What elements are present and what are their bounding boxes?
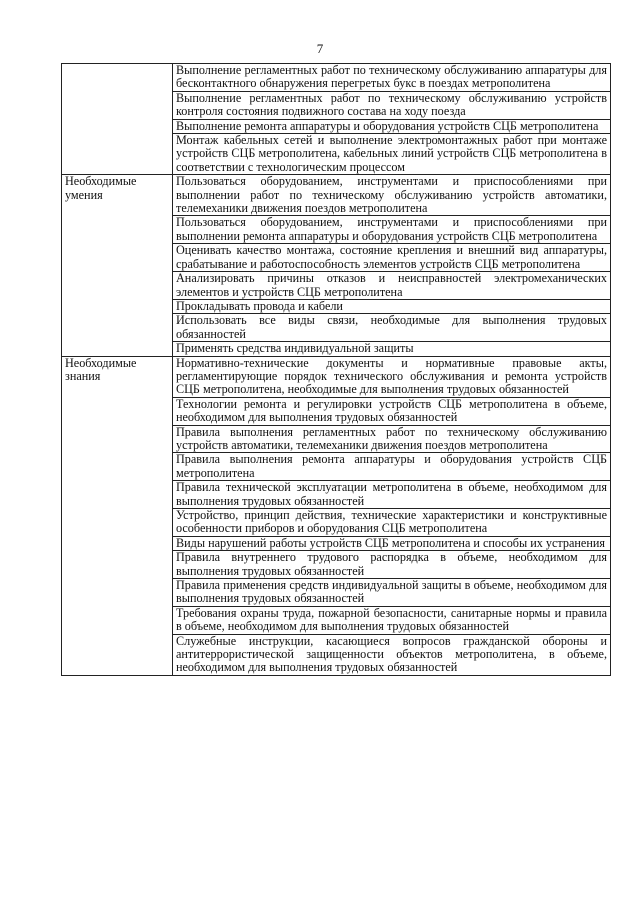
table-cell: Правила выполнения ремонта аппаратуры и оборудования устройств СЦБ метрополитена: [173, 453, 611, 481]
table-cell: Применять средства индивидуальной защиты: [173, 342, 611, 356]
table-cell: Использовать все виды связи, необходимые для выполнения трудовых обязанностей: [173, 314, 611, 342]
table-cell: Выполнение регламентных работ по техническому обслуживанию устройств контроля состояния подвижного состава на ходу поезда: [173, 91, 611, 119]
table-row: [62, 175, 611, 216]
requirements-table: [61, 63, 611, 676]
table-cell: Технологии ремонта и регулировки устройств СЦБ метрополитена в объеме, необходимом для выполнения трудовых обязанностей: [173, 397, 611, 425]
table-cell: Прокладывать провода и кабели: [173, 299, 611, 313]
table-cell: Выполнение регламентных работ по техническому обслуживанию аппаратуры для бесконтактного обнаружения перегретых букс в поездах метрополитена: [173, 64, 611, 92]
table-cell: Правила технической эксплуатации метрополитена в объеме, необходимом для выполнения трудовых обязанностей: [173, 481, 611, 509]
section-label: [62, 64, 173, 175]
table-cell: Нормативно-технические документы и нормативные правовые акты, регламентирующие порядок технического обслуживания и ремонта устройств СЦБ метрополитена, необходимые для выполнения трудовых обязанностей: [173, 356, 611, 397]
table-cell: Анализировать причины отказов и неисправностей электромеханических элементов и устройств СЦБ метрополитена: [173, 272, 611, 300]
table-row: [62, 356, 611, 397]
table-cell: Правила выполнения регламентных работ по техническому обслуживанию устройств автоматики, телемеханики движения поездов метрополитена: [173, 425, 611, 453]
table-cell: Оценивать качество монтажа, состояние крепления и внешний вид аппаратуры, срабатывание и работоспособность элементов устройств СЦБ метрополитена: [173, 244, 611, 272]
table-cell: Выполнение ремонта аппаратуры и оборудования устройств СЦБ метрополитена: [173, 119, 611, 133]
table-cell: Служебные инструкции, касающиеся вопросов гражданской обороны и антитеррористической защищенности объектов метрополитена, в объеме, необходимом для выполнения трудовых обязанностей: [173, 634, 611, 675]
page-number: 7: [316, 41, 324, 56]
table-cell: Устройство, принцип действия, технические характеристики и конструктивные особенности приборов и оборудования СЦБ метрополитена: [173, 509, 611, 537]
table-cell: Монтаж кабельных сетей и выполнение электромонтажных работ при монтаже устройств СЦБ метрополитена, кабельных линий устройств СЦБ метрополитена в соответствии с технологическим процессом: [173, 134, 611, 175]
section-label-knowledge: Необходимые знания: [62, 356, 173, 675]
section-label-skills: Необходимые умения: [62, 175, 173, 356]
table-cell: Правила применения средств индивидуальной защиты в объеме, необходимом для выполнения трудовых обязанностей: [173, 579, 611, 607]
table-cell: Пользоваться оборудованием, инструментами и приспособлениями при выполнении ремонта аппаратуры и оборудования устройств СЦБ метрополитена: [173, 216, 611, 244]
table-cell: Пользоваться оборудованием, инструментами и приспособлениями при выполнении работ по техническому обслуживанию устройств автоматики, телемеханики движения поездов метрополитена: [173, 175, 611, 216]
table-row: [62, 64, 611, 92]
table-cell: Виды нарушений работы устройств СЦБ метрополитена и способы их устранения: [173, 536, 611, 550]
table-cell: Требования охраны труда, пожарной безопасности, санитарные нормы и правила в объеме, необходимом для выполнения трудовых обязанностей: [173, 606, 611, 634]
table-cell: Правила внутреннего трудового распорядка в объеме, необходимом для выполнения трудовых обязанностей: [173, 551, 611, 579]
